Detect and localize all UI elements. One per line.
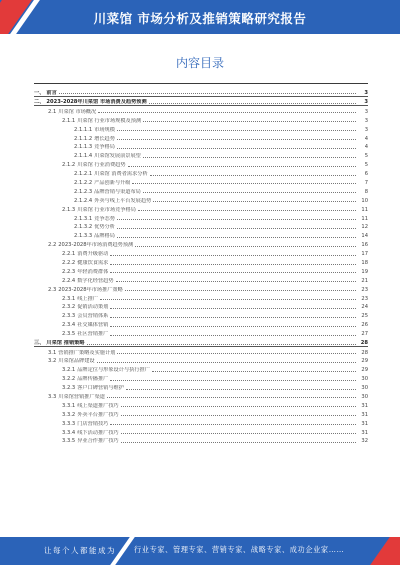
toc-leader-dots <box>117 237 356 238</box>
toc-entry-number: 2.1.2.3 <box>74 188 93 195</box>
toc-entry-page: 6 <box>364 171 368 178</box>
toc-leader-dots <box>126 389 356 390</box>
toc-entry[interactable] <box>34 391 368 400</box>
toc-entry-label: 川菜馆 市场概况 <box>58 108 97 115</box>
toc-entry-label: 竞争格局 <box>94 144 115 151</box>
toc-entry-page: 30 <box>361 385 368 392</box>
toc-entry-page: 4 <box>364 135 368 142</box>
toc-leader-dots <box>110 272 356 273</box>
toc-entry-number: 2.1.3.1 <box>74 215 93 222</box>
toc-top-rule <box>34 83 368 84</box>
toc-leader-dots <box>100 299 356 300</box>
toc-entry-number: 2.1.1.1 <box>74 126 93 133</box>
toc-entry-label: 增长趋势 <box>94 135 115 142</box>
toc-leader-dots <box>110 264 356 265</box>
toc-title: 内容目录 <box>175 56 224 70</box>
toc-entry-number: 2.2.2 <box>62 260 76 266</box>
toc-entry[interactable] <box>34 248 368 257</box>
toc-entry-label: 2023-2028年川菜馆 市场消费及趋势预测 <box>46 99 147 106</box>
toc-entry-label: 川菜馆品牌建设 <box>58 358 95 365</box>
toc-entry-label: 促销活动策划 <box>77 304 109 311</box>
toc-leader-dots <box>138 210 356 211</box>
footer-red-stripe <box>370 537 400 565</box>
toc-entry-number: 3.2.1 <box>62 367 76 374</box>
toc-entry-label: 消费升级驱动 <box>77 251 109 258</box>
toc-entry-number: 一、 <box>34 89 45 96</box>
toc-entry-label: 外卖与线上平台发展趋势 <box>94 197 152 204</box>
toc-entry[interactable] <box>34 400 368 409</box>
toc-entry-label: 市场规模 <box>94 126 115 133</box>
toc-entry-page: 4 <box>364 144 368 151</box>
toc-entry[interactable] <box>34 257 368 266</box>
toc-entry-page: 14 <box>361 233 368 240</box>
toc-leader-dots <box>110 335 356 336</box>
toc-entry-label: 外卖平台推广技巧 <box>77 411 119 418</box>
toc-leader-dots <box>121 406 356 407</box>
toc-entry-number: 二、 <box>34 99 45 106</box>
toc-leader-dots <box>150 175 356 176</box>
toc-entry-page: 23 <box>361 295 368 302</box>
toc-entry-page: 24 <box>361 304 368 311</box>
toc-entry[interactable] <box>34 275 368 284</box>
toc-entry[interactable] <box>34 186 368 195</box>
toc-entry[interactable] <box>34 427 368 436</box>
toc-entry-number: 3.2.2 <box>62 376 76 383</box>
toc-entry-page: 31 <box>361 429 368 436</box>
toc-entry[interactable] <box>34 96 368 105</box>
toc-entry-number: 2.1 <box>48 108 57 115</box>
toc-entry-page: 3 <box>364 89 368 96</box>
toc-entry-label: 前言 <box>46 89 57 96</box>
toc-entry-number: 2.1.3.2 <box>74 224 93 231</box>
toc-entry-page: 28 <box>361 349 368 356</box>
toc-entry-number: 3.2 <box>48 358 57 365</box>
toc-entry-number: 2.2.3 <box>62 268 76 275</box>
toc-leader-dots <box>59 93 356 94</box>
toc-entry-number: 3.3.3 <box>62 420 76 427</box>
toc-leader-dots <box>117 139 356 140</box>
toc-entry[interactable] <box>34 133 368 142</box>
toc-leader-dots <box>121 415 356 416</box>
toc-entry[interactable] <box>34 364 368 373</box>
toc-entry-number: 3.2.3 <box>62 385 76 392</box>
toc-entry[interactable] <box>34 87 368 96</box>
toc-entry-page: 12 <box>361 224 368 231</box>
toc-entry-label: 异业合作推广技巧 <box>77 438 119 445</box>
toc-list <box>34 87 368 444</box>
toc-leader-dots <box>121 433 356 434</box>
toc-leader-dots <box>125 290 356 291</box>
header-banner <box>0 0 400 34</box>
toc-entry-number: 2.1.2 <box>62 162 76 169</box>
toc-entry-page: 27 <box>361 331 368 338</box>
toc-entry[interactable] <box>34 204 368 213</box>
toc-entry-label: 年轻消费群体 <box>77 268 109 275</box>
toc-entry-label: 社交媒体营销 <box>77 322 109 329</box>
toc-leader-dots <box>117 353 356 354</box>
toc-entry-page: 25 <box>361 313 368 320</box>
toc-entry[interactable] <box>34 124 368 133</box>
toc-entry-page: 21 <box>361 277 368 284</box>
toc-entry-page: 7 <box>364 179 368 186</box>
toc-entry-number: 2.1.1.2 <box>74 135 93 142</box>
toc-entry-page: 29 <box>361 358 368 365</box>
toc-entry-number: 3.3 <box>48 393 57 400</box>
toc-entry[interactable] <box>34 106 368 115</box>
toc-entry[interactable] <box>34 239 368 248</box>
toc-entry[interactable] <box>34 142 368 151</box>
toc-entry[interactable] <box>34 266 368 275</box>
toc-leader-dots <box>97 362 356 363</box>
toc-leader-dots <box>107 397 356 398</box>
toc-leader-dots <box>110 380 356 381</box>
toc-entry[interactable] <box>34 418 368 427</box>
toc-entry-number: 2.1.2.4 <box>74 197 93 204</box>
toc-entry-label: 会员营销体系 <box>77 313 109 320</box>
toc-leader-dots <box>110 424 356 425</box>
toc-leader-dots <box>121 442 356 443</box>
toc-leader-dots <box>143 192 356 193</box>
toc-leader-dots <box>149 103 356 104</box>
toc-entry-page: 31 <box>361 411 368 418</box>
toc-leader-dots <box>110 255 356 256</box>
toc-entry-label: 川菜馆 行业消费趋势 <box>77 162 126 169</box>
toc-entry-label: 线上推广 <box>77 295 98 302</box>
toc-entry-page: 11 <box>361 215 368 222</box>
toc-entry[interactable] <box>34 150 368 159</box>
toc-leader-dots <box>152 371 356 372</box>
toc-leader-dots <box>110 326 356 327</box>
toc-entry[interactable] <box>34 382 368 391</box>
toc-entry-number: 2.3.5 <box>62 331 76 338</box>
toc-entry-page: 31 <box>361 402 368 409</box>
toc-entry-number: 2.2.4 <box>62 277 76 284</box>
toc-entry-label: 川菜馆 推销策略 <box>46 340 85 347</box>
toc-entry-page: 16 <box>361 242 368 249</box>
toc-leader-dots <box>117 130 356 131</box>
toc-entry-number: 2.3.1 <box>62 295 76 302</box>
toc-entry[interactable] <box>34 356 368 365</box>
toc-entry[interactable] <box>34 373 368 382</box>
footer-banner <box>0 537 400 565</box>
toc-entry-page: 30 <box>361 376 368 383</box>
toc-entry-label: 数字化经营趋势 <box>77 277 114 284</box>
toc-entry-page: 3 <box>364 108 368 115</box>
toc-leader-dots <box>110 308 356 309</box>
toc-leader-dots <box>117 228 356 229</box>
toc-entry-number: 2.1.1 <box>62 117 76 124</box>
toc-leader-dots <box>128 166 356 167</box>
toc-entry-label: 2023-2028年市场消费趋势预测 <box>58 242 134 249</box>
toc-entry-page: 29 <box>361 367 368 374</box>
toc-entry[interactable] <box>34 319 368 328</box>
toc-entry-page: 11 <box>361 206 368 213</box>
toc-entry-page: 3 <box>364 126 368 133</box>
toc-entry[interactable] <box>34 168 368 177</box>
toc-entry-label: 优势分析 <box>94 224 115 231</box>
toc-entry-number: 2.1.2.1 <box>74 171 93 178</box>
toc-entry[interactable] <box>34 213 368 222</box>
toc-entry-label: 线上渠道推广技巧 <box>77 402 119 409</box>
toc-entry-label: 品牌传播推广 <box>77 376 109 383</box>
toc-entry-number: 3.3.1 <box>62 402 76 409</box>
toc-leader-dots <box>98 112 356 113</box>
toc-entry-number: 2.3.2 <box>62 304 76 311</box>
toc-entry-page: 3 <box>364 117 368 124</box>
toc-entry-label: 门店营销技巧 <box>77 420 109 427</box>
toc-entry[interactable] <box>34 409 368 418</box>
toc-entry-number: 2.1.3 <box>62 206 76 213</box>
toc-entry[interactable] <box>34 436 368 445</box>
toc-entry-label: 品牌营销与渠道布局 <box>94 188 141 195</box>
toc-entry-number: 3.3.4 <box>62 429 76 436</box>
toc-entry-number: 3.3.5 <box>62 438 76 445</box>
toc-entry[interactable] <box>34 222 368 231</box>
toc-leader-dots <box>132 183 356 184</box>
toc-entry[interactable] <box>34 284 368 293</box>
toc-entry-label: 产品创新与升级 <box>94 179 131 186</box>
toc-entry-label: 川菜馆发展前景展望 <box>94 153 141 160</box>
toc-entry-label: 川菜馆 消费者需求分析 <box>94 171 148 178</box>
toc-entry-number: 2.1.1.3 <box>74 144 93 151</box>
toc-entry-page: 26 <box>361 322 368 329</box>
toc-entry[interactable] <box>34 347 368 356</box>
toc-entry[interactable] <box>34 302 368 311</box>
toc-entry-page: 28 <box>360 340 368 347</box>
toc-entry[interactable] <box>34 310 368 319</box>
toc-entry[interactable] <box>34 159 368 168</box>
toc-entry-number: 2.1.3.3 <box>74 233 93 240</box>
toc-entry-label: 品牌定位与形象设计与执行推广 <box>77 367 150 374</box>
toc-entry-label: 客户口碑营销与维护 <box>77 385 124 392</box>
toc-entry-page: 17 <box>361 251 368 258</box>
toc-entry-label: 川菜馆营销推广渠道 <box>58 393 105 400</box>
toc-leader-dots <box>117 148 356 149</box>
toc-entry-number: 2.1.2.2 <box>74 179 93 186</box>
toc-entry-number: 三、 <box>34 340 45 347</box>
toc-entry-label: 营销推广策略及实施计划 <box>58 349 116 356</box>
toc-entry-page: 5 <box>364 153 368 160</box>
toc-entry-number: 2.3.3 <box>62 313 76 320</box>
toc-entry-number: 3.1 <box>48 349 57 356</box>
toc-entry[interactable] <box>34 177 368 186</box>
toc-entry[interactable] <box>34 293 368 302</box>
toc-entry[interactable] <box>34 230 368 239</box>
toc-entry-page: 5 <box>364 162 368 169</box>
toc-entry-page: 8 <box>364 188 368 195</box>
toc-entry-page: 30 <box>361 393 368 400</box>
toc-entry-label: 竞争态势 <box>94 215 115 222</box>
toc-entry[interactable] <box>34 195 368 204</box>
toc-entry-number: 2.2 <box>48 242 57 249</box>
toc-entry-label: 川菜馆 行业市场竞争格局 <box>77 206 136 213</box>
toc-leader-dots <box>143 157 356 158</box>
toc-entry-page: 18 <box>361 260 368 266</box>
toc-entry[interactable] <box>34 328 368 337</box>
toc-entry-label: 线下活动推广技巧 <box>77 429 119 436</box>
toc-entry-number: 2.1.1.4 <box>74 153 93 160</box>
toc-entry-label: 2023-2028年市场推广策略 <box>58 286 123 293</box>
toc-entry-page: 31 <box>361 420 368 427</box>
report-title: 川菜馆 市场分析及推销策略研究报告 <box>93 11 307 26</box>
toc-leader-dots <box>153 201 356 202</box>
toc-entry-number: 2.3 <box>48 286 57 293</box>
toc-leader-dots <box>110 317 356 318</box>
footer-slogan-right: 行业专家、管理专家、营销专家、战略专家、成功企业家…… <box>134 545 345 554</box>
toc-leader-dots <box>116 281 356 282</box>
toc-entry-label: 品牌格局 <box>94 233 115 240</box>
toc-entry-label: 川菜馆 行业市场规模及预测 <box>77 117 142 124</box>
toc-entry-label: 健康饮食需求 <box>77 260 109 266</box>
toc-entry[interactable] <box>34 115 368 124</box>
toc-entry-number: 2.3.4 <box>62 322 76 329</box>
toc-entry-page: 19 <box>361 268 368 275</box>
toc-entry-number: 2.2.1 <box>62 251 76 258</box>
footer-slogan-left: 让每个人都能成为 <box>44 546 116 555</box>
toc-entry[interactable] <box>34 337 368 346</box>
toc-entry-page: 32 <box>361 438 368 445</box>
toc-leader-dots <box>135 246 356 247</box>
toc-leader-dots <box>117 219 356 220</box>
toc-leader-dots <box>87 344 356 345</box>
toc-entry-number: 3.3.2 <box>62 411 76 418</box>
toc-entry-label: 社区营销推广 <box>77 331 109 338</box>
toc-entry-page: 3 <box>364 99 368 106</box>
toc-entry-page: 23 <box>361 286 368 293</box>
toc-leader-dots <box>143 121 356 122</box>
toc-entry-page: 10 <box>361 197 368 204</box>
